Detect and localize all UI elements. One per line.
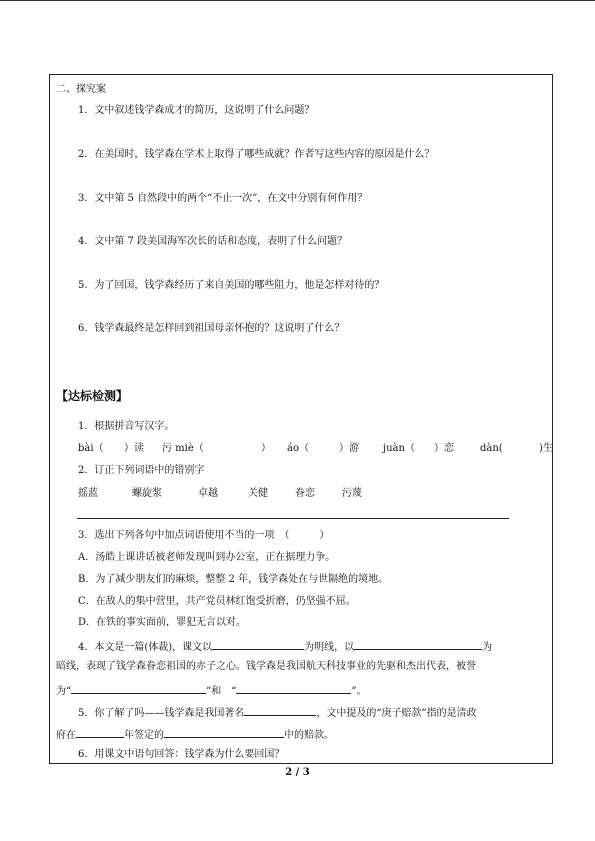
option-c: C．在敌人的集中营里，共产党员林红饱受折磨，仍坚强不屈。 — [78, 596, 356, 607]
q4-text-d: 为“ — [56, 686, 72, 697]
q4-text-a: 4．本文是一篇(体裁)，课文以 — [78, 642, 213, 653]
header-rule — [0, 0, 595, 1]
explore-heading: 二、探究案 — [56, 84, 106, 95]
q5-text-d: 年签定的 — [124, 730, 164, 741]
question-2: 2．订正下列词语中的错别字 — [78, 465, 205, 476]
word-item: 螺旋浆 — [132, 488, 162, 499]
question-3: 3．选出下列各句中加点词语使用不当的一项 （ ） — [78, 530, 330, 541]
pinyin-item: ）游 — [339, 443, 359, 454]
q5-text-a: 5．你了解了吗——钱学森是我国著名 — [78, 708, 245, 719]
q4-text-b: 为明线，以 — [304, 642, 355, 653]
blank-field[interactable] — [212, 639, 304, 650]
option-a: A．汤皓上课讲话被老师发现叫到办公室，正在据理力争。 — [78, 552, 336, 563]
check-heading: 【达标检测】 — [56, 389, 129, 403]
explore-question-1: 1．文中叙述钱学森成才的简历，这说明了什么问题？ — [78, 105, 315, 116]
question-5-line-2 — [56, 727, 334, 742]
question-4-line-2: 暗线，表现了钱学森眷恋祖国的赤子之心。钱学森是我国航天科技事业的先驱和杰出代表，被誉 — [56, 661, 476, 672]
pinyin-item: ） — [261, 443, 271, 454]
question-6: 6．用课文中语句回答：钱学森为什么要回国？ — [78, 749, 285, 760]
pinyin-item: áo（ — [287, 443, 309, 454]
blank-field[interactable] — [71, 683, 206, 694]
blank-field[interactable] — [244, 705, 316, 716]
pinyin-item: 污 miè（ — [162, 443, 204, 454]
word-item: 眷恋 — [295, 488, 315, 499]
explore-question-2: 2．在美国时，钱学森在学术上取得了哪些成就？作者写这些内容的原因是什么？ — [78, 149, 435, 160]
q5-text-b: ，文中提及的“庚子赔款”指的是清政 — [316, 708, 477, 719]
pinyin-item: juàn（ — [383, 443, 415, 454]
explore-question-6: 6．钱学森最终是怎样回到祖国母亲怀抱的？这说明了什么？ — [78, 323, 345, 334]
question-4-line-3 — [56, 683, 366, 698]
pinyin-item: ）读 — [124, 443, 144, 454]
q4-text-c: 为 — [482, 642, 493, 653]
blank-field[interactable] — [236, 683, 351, 694]
word-item: 摇蓝 — [78, 488, 98, 499]
blank-field[interactable] — [354, 639, 482, 650]
option-d: D．在铁的事实面前，罪犯无言以对。 — [78, 617, 247, 628]
word-item: 关健 — [248, 488, 268, 499]
q5-text-e: 中的赔款。 — [284, 730, 334, 741]
word-item: 卓越 — [198, 488, 218, 499]
option-b: B．为了减少朋友们的麻烦，整整 2 年，钱学森处在与世隔绝的境地。 — [78, 574, 389, 585]
page-number: 2 / 3 — [285, 767, 310, 778]
question-1: 1．根据拼音写汉字。 — [78, 421, 175, 432]
question-4-line-1 — [78, 639, 492, 654]
blank-field[interactable] — [76, 727, 124, 738]
pinyin-item: )生 — [539, 443, 553, 454]
explore-question-4: 4．文中第 7 段美国海军次长的话和态度，表明了什么问题？ — [78, 236, 348, 247]
word-item: 污蔑 — [342, 488, 362, 499]
pinyin-item: ）恋 — [434, 443, 454, 454]
explore-question-3: 3．文中第 5 自然段中的两个“不止一次”，在文中分别有何作用？ — [78, 193, 368, 204]
question-5-line-1 — [78, 705, 477, 720]
explore-question-5: 5．为了回国，钱学森经历了来自美国的哪些阻力，他是怎样对待的？ — [78, 280, 385, 291]
q4-text-f: ”。 — [351, 686, 367, 697]
q4-text-e: ”和 “ — [206, 686, 237, 697]
answer-line — [77, 518, 509, 519]
pinyin-item: bài（ — [78, 443, 104, 454]
pinyin-item: dàn( — [480, 443, 503, 454]
blank-field[interactable] — [164, 727, 284, 738]
q5-text-c: 府在 — [56, 730, 76, 741]
